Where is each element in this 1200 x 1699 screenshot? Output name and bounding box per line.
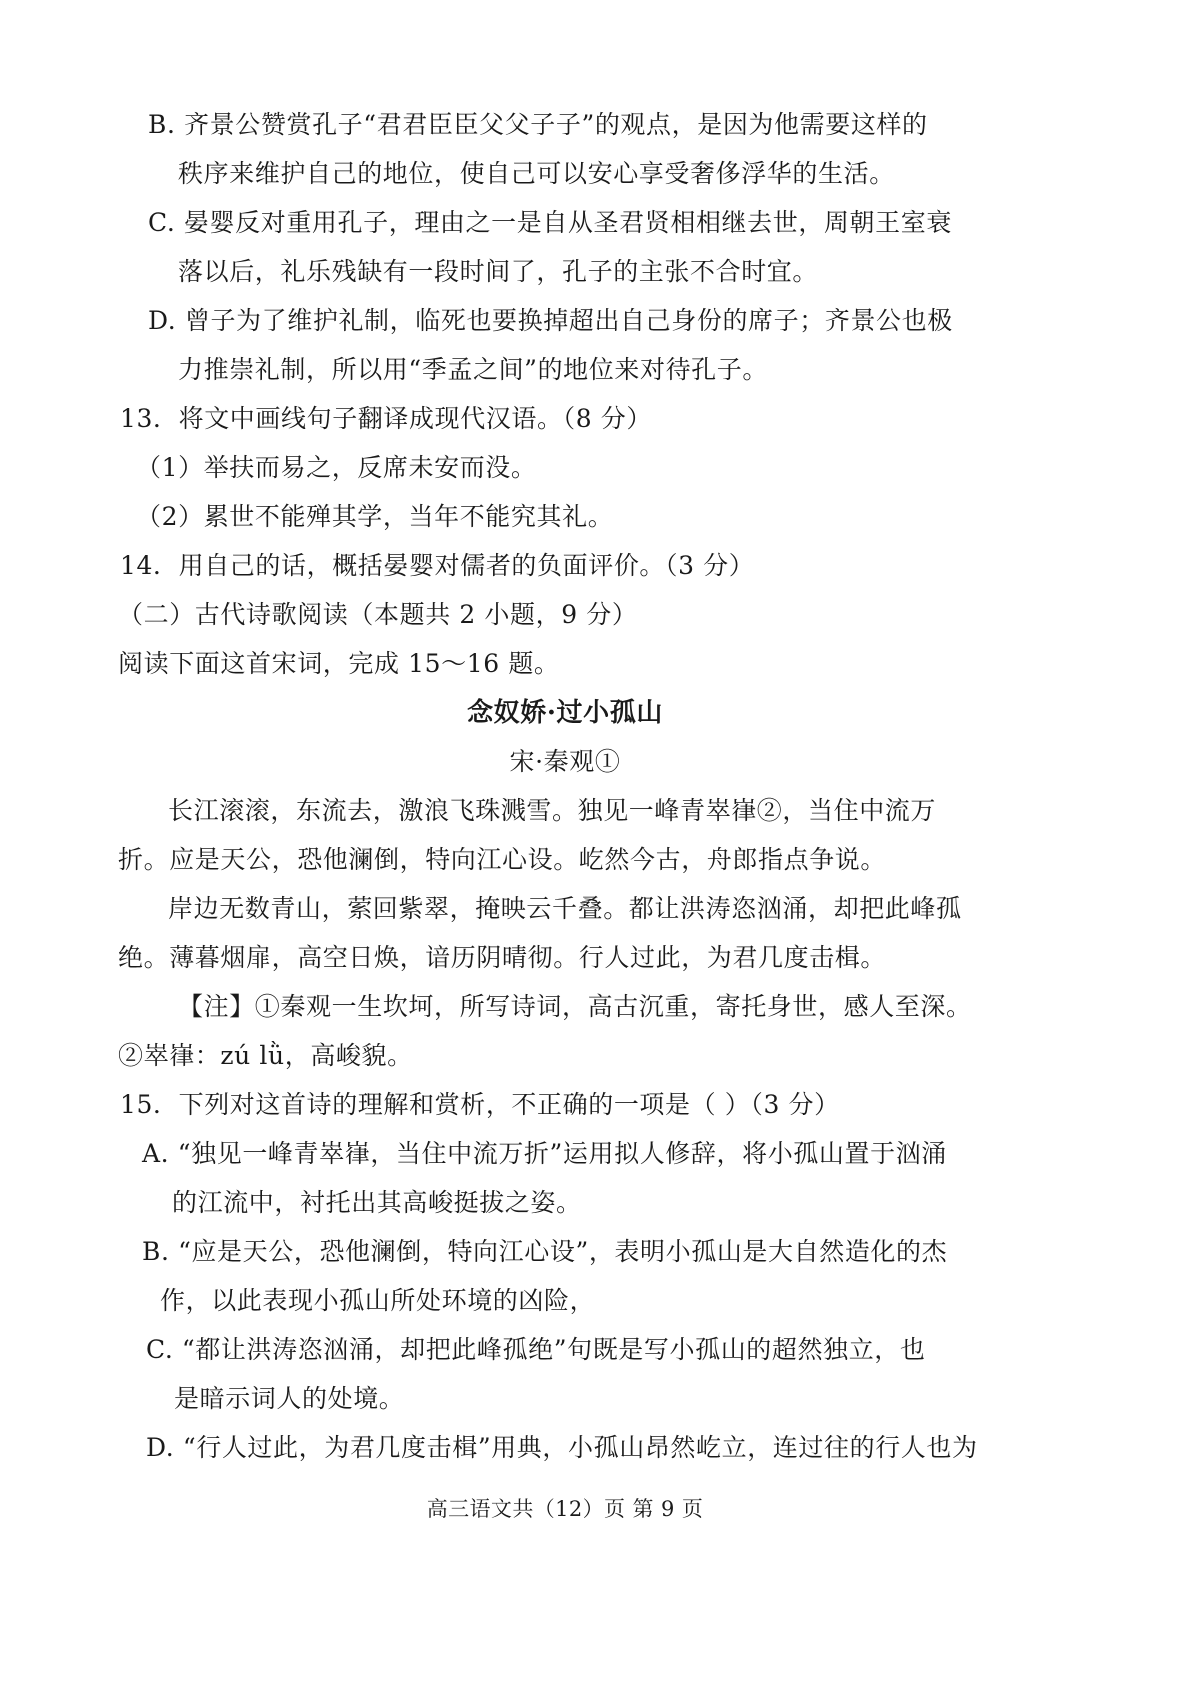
q15-option-a-line2: 的江流中，衬托出其高峻挺拔之姿。 <box>172 1188 582 1217</box>
q13-stem: 13．将文中画线句子翻译成现代汉语。（8 分） <box>120 404 652 433</box>
q15-option-c-line1: C. “都让洪涛恣汹涌，却把此峰孤绝”句既是写小孤山的超然独立，也 <box>146 1335 926 1364</box>
poem-stanza1-line2: 折。应是天公，恐他澜倒，特向江心设。屹然今古，舟郎指点争说。 <box>118 845 887 874</box>
q12-option-b-line1: B. 齐景公赞赏孔子“君君臣臣父父子子”的观点，是因为他需要这样的 <box>148 110 928 139</box>
poem-note-line1: 【注】①秦观一生坎坷，所写诗词，高古沉重，寄托身世，感人至深。 <box>178 992 972 1021</box>
q12-option-c-line2: 落以后，礼乐残缺有一段时间了，孔子的主张不合时宜。 <box>178 257 819 286</box>
q14-stem: 14．用自己的话，概括晏婴对儒者的负面评价。（3 分） <box>120 551 755 580</box>
q12-option-d-line2: 力推崇礼制，所以用“季孟之间”的地位来对待孔子。 <box>178 355 768 384</box>
poem-stanza2-line2: 绝。薄暮烟扉，高空日焕，谙历阴晴彻。行人过此，为君几度击楫。 <box>118 943 887 972</box>
poem-title: 念奴娇·过小孤山 <box>467 698 663 728</box>
poem-note-line2: ②崒嵂：zú lǜ，高峻貌。 <box>118 1041 413 1070</box>
poem-stanza1-line1: 长江滚滚，东流去，激浪飞珠溅雪。独见一峰青崒嵂②，当住中流万 <box>168 796 937 825</box>
q15-option-b-line2: 作，以此表现小孤山所处环境的凶险， <box>160 1286 596 1315</box>
section2-heading: （二）古代诗歌阅读（本题共 2 小题，9 分） <box>118 600 638 629</box>
section2-instruction: 阅读下面这首宋词，完成 15～16 题。 <box>118 649 560 678</box>
poem-author: 宋·秦观① <box>509 747 621 776</box>
q15-option-d-line1: D. “行人过此，为君几度击楫”用典，小孤山昂然屹立，连过往的行人也为 <box>146 1433 978 1462</box>
q12-option-c-line1: C. 晏婴反对重用孔子，理由之一是自从圣君贤相相继去世，周朝王室衰 <box>148 208 952 237</box>
q15-option-a-line1: A. “独见一峰青崒嵂，当住中流万折”运用拟人修辞，将小孤山置于汹涌 <box>142 1139 947 1168</box>
q15-option-c-line2: 是暗示词人的处境。 <box>174 1384 405 1413</box>
q12-option-b-line2: 秩序来维护自己的地位，使自己可以安心享受奢侈浮华的生活。 <box>178 159 895 188</box>
page-footer: 高三语文共（12）页 第 9 页 <box>426 1497 704 1521</box>
q13-item-2: （2）累世不能殚其学，当年不能究其礼。 <box>136 502 614 531</box>
q15-stem: 15．下列对这首诗的理解和赏析，不正确的一项是（ ）（3 分） <box>120 1090 840 1119</box>
q12-option-d-line1: D. 曾子为了维护礼制，临死也要换掉超出自己身份的席子；齐景公也极 <box>148 306 953 335</box>
q15-option-b-line1: B. “应是天公，恐他澜倒，特向江心设”，表明小孤山是大自然造化的杰 <box>142 1237 948 1266</box>
q13-item-1: （1）举扶而易之，反席未安而没。 <box>136 453 537 482</box>
poem-stanza2-line1: 岸边无数青山，萦回紫翠，掩映云千叠。都让洪涛恣汹涌，却把此峰孤 <box>168 894 962 923</box>
